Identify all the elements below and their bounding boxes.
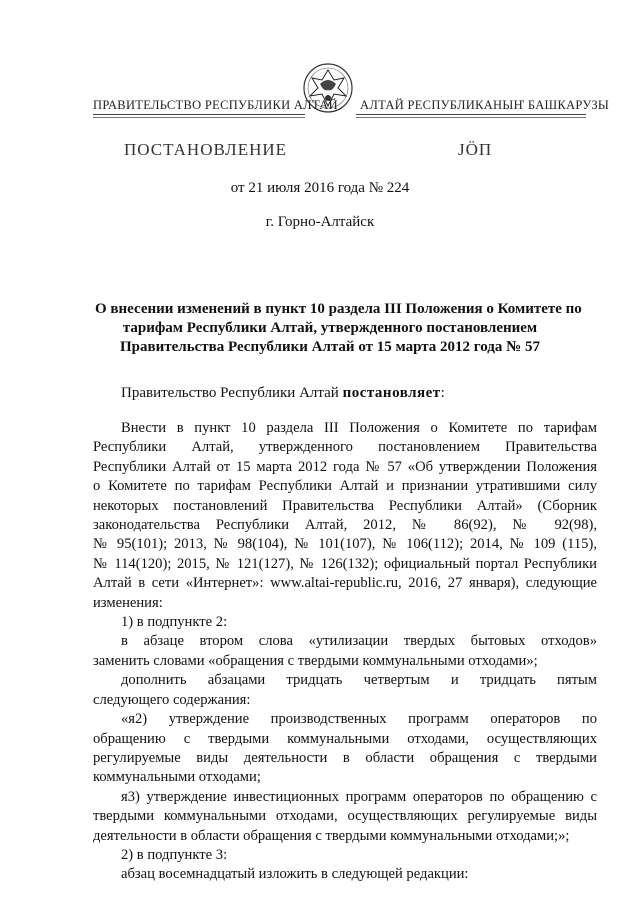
decree-title [95, 300, 582, 357]
body-line: следующего содержания: [93, 691, 251, 708]
title-line: О внесении изменений в пункт 10 раздела III Положения о Комитете по [95, 301, 582, 317]
body-line: обращению с твердыми коммунальными отходами, осуществляющих [93, 730, 597, 747]
decree-verb: постановляет [342, 385, 441, 401]
body-line: Алтай в сети «Интернет»: www.altai-republic.ru, 2016, 27 января), следующие [93, 575, 597, 592]
decree-date-number: от 21 июля 2016 года № 224 [230, 180, 410, 196]
body-line: «я2) утверждение производственных программ операторов по [121, 711, 597, 728]
body-line: абзац восемнадцатый изложить в следующей редакции: [121, 866, 469, 883]
body-line: № 114(120); 2015, № 121(127), № 126(132); официальный портал Республики [93, 555, 597, 572]
government-name-alt: АЛТАЙ РЕСПУБЛИКАНЫҤ БАШКАРУЗЫ [360, 98, 610, 112]
body-line: деятельности в области обращения с твердыми коммунальными отходами;»; [93, 827, 570, 844]
body-line: законодательства Республики Алтай, 2012, № 86(92), № 92(98), [93, 517, 597, 534]
government-name-ru: ПРАВИТЕЛЬСТВО РЕСПУБЛИКИ АЛТАЙ [93, 98, 338, 112]
title-line: тарифам Республики Алтай, утвержденного постановлением [122, 320, 538, 336]
body-line: № 95(101); 2013, № 98(104), № 101(107), № 106(112); 2014, № 109 (115), [93, 536, 597, 553]
body-line: некоторых постановлений Правительства Республики Алтай» (Сборник [93, 497, 597, 514]
body-line: Республики Алтай от 15 марта 2012 года № 57 «Об утверждении Положения [93, 458, 597, 475]
body-line: о Комитете по тарифам Республики Алтай и признании утратившими силу [93, 478, 597, 495]
header-rule-left-thin [93, 117, 305, 118]
header-rule-right-thin [356, 117, 586, 118]
body-line: в абзаце втором слова «утилизации твердых бытовых отходов» [121, 633, 597, 650]
list-item: 2) в подпункте 3: [121, 846, 228, 863]
header-rule-left [93, 114, 305, 115]
list-item: 1) в подпункте 2: [121, 614, 228, 631]
header-rule-right [356, 114, 586, 115]
body-line: изменения: [93, 594, 163, 611]
body-line: заменить словами «обращения с твердыми коммунальными отходами»; [93, 652, 538, 669]
body-line: дополнить абзацами тридцать четвертым и тридцать пятым [121, 672, 597, 689]
decree-city: г. Горно-Алтайск [265, 214, 375, 230]
body-line: я3) утверждение инвестиционных программ операторов по обращению с [121, 788, 597, 805]
body-line: твердыми коммунальными отходами, осуществляющих регулируемые виды [93, 808, 597, 825]
decree-body [93, 419, 597, 885]
body-line: регулируемые виды деятельности в области обращения с твердыми [93, 749, 597, 766]
decree-intro [121, 385, 445, 402]
decree-subject: Правительство Республики Алтай [121, 385, 343, 401]
title-line: Правительства Республики Алтай от 15 марта 2012 года № 57 [120, 339, 540, 355]
decree-colon: : [440, 385, 445, 401]
document-type-alt: ЈӦП [458, 140, 493, 159]
body-line: коммунальными отходами; [93, 769, 261, 786]
body-line: Республики Алтай, утвержденного постановлением Правительства [93, 439, 597, 456]
body-line: Внести в пункт 10 раздела III Положения о Комитете по тарифам [121, 420, 597, 436]
document-type-ru: ПОСТАНОВЛЕНИЕ [124, 140, 288, 159]
